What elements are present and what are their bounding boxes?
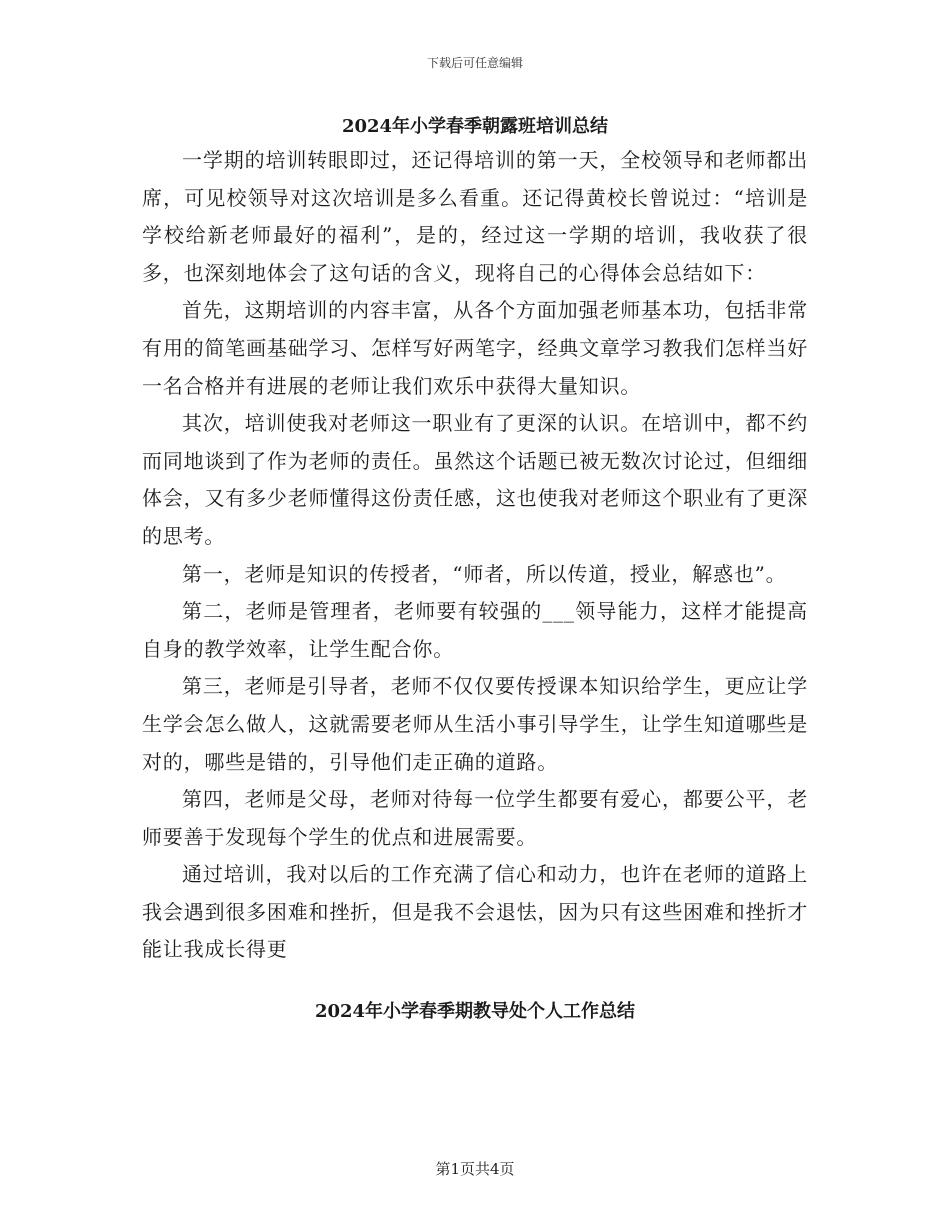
document-body bbox=[142, 112, 808, 1027]
header-note: 下载后可任意编辑 bbox=[426, 56, 523, 70]
paragraph-first: 首先，这期培训的内容丰富，从各个方面加强老师基本功，包括非常有用的简笔画基础学习、怎样写好两笔字，经典文章学习教我们怎样当好一名合格并有进展的老师让我们欢乐中获得大量知识。 bbox=[142, 298, 808, 398]
paragraph-point-3: 第三，老师是引导者，老师不仅仅要传授课本知识给学生，更应让学生学会怎么做人，这就需要老师从生活小事引导学生，让学生知道哪些是对的，哪些是错的，引导他们走正确的道路。 bbox=[142, 674, 808, 774]
paragraph-point-1: 第一，老师是知识的传授者，“师者，所以传道，授业，解惑也”。 bbox=[182, 561, 787, 586]
second-document-title: 2024年小学春季期教导处个人工作总结 bbox=[314, 1001, 636, 1023]
paragraph-point-2: 第二，老师是管理者，老师要有较强的___领导能力，这样才能提高自身的教学效率，让学生配合你。 bbox=[142, 599, 808, 661]
page-number: 第1页共4页 bbox=[435, 1160, 515, 1178]
paragraph-second: 其次，培训使我对老师这一职业有了更深的认识。在培训中，都不约而同地谈到了作为老师的责任。虽然这个话题已被无数次讨论过，但细细体会，又有多少老师懂得这份责任感，这也使我对老师这个职业有了更深的思考。 bbox=[142, 411, 808, 548]
paragraph-intro: 一学期的培训转眼即过，还记得培训的第一天，全校领导和老师都出席，可见校领导对这次培训是多么看重。还记得黄校长曾说过：“培训是学校给新老师最好的福利”，是的，经过这一学期的培训，我收获了很多，也深刻地体会了这句话的含义，现将自己的心得体会总结如下： bbox=[142, 148, 808, 285]
document-title: 2024年小学春季朝露班培训总结 bbox=[341, 116, 609, 137]
paragraph-conclusion: 通过培训，我对以后的工作充满了信心和动力，也许在老师的道路上我会遇到很多困难和挫折，但是我不会退怯，因为只有这些困难和挫折才能让我成长得更 bbox=[142, 862, 808, 962]
paragraph-point-4: 第四，老师是父母，老师对待每一位学生都要有爱心，都要公平，老师要善于发现每个学生的优点和进展需要。 bbox=[142, 787, 808, 849]
